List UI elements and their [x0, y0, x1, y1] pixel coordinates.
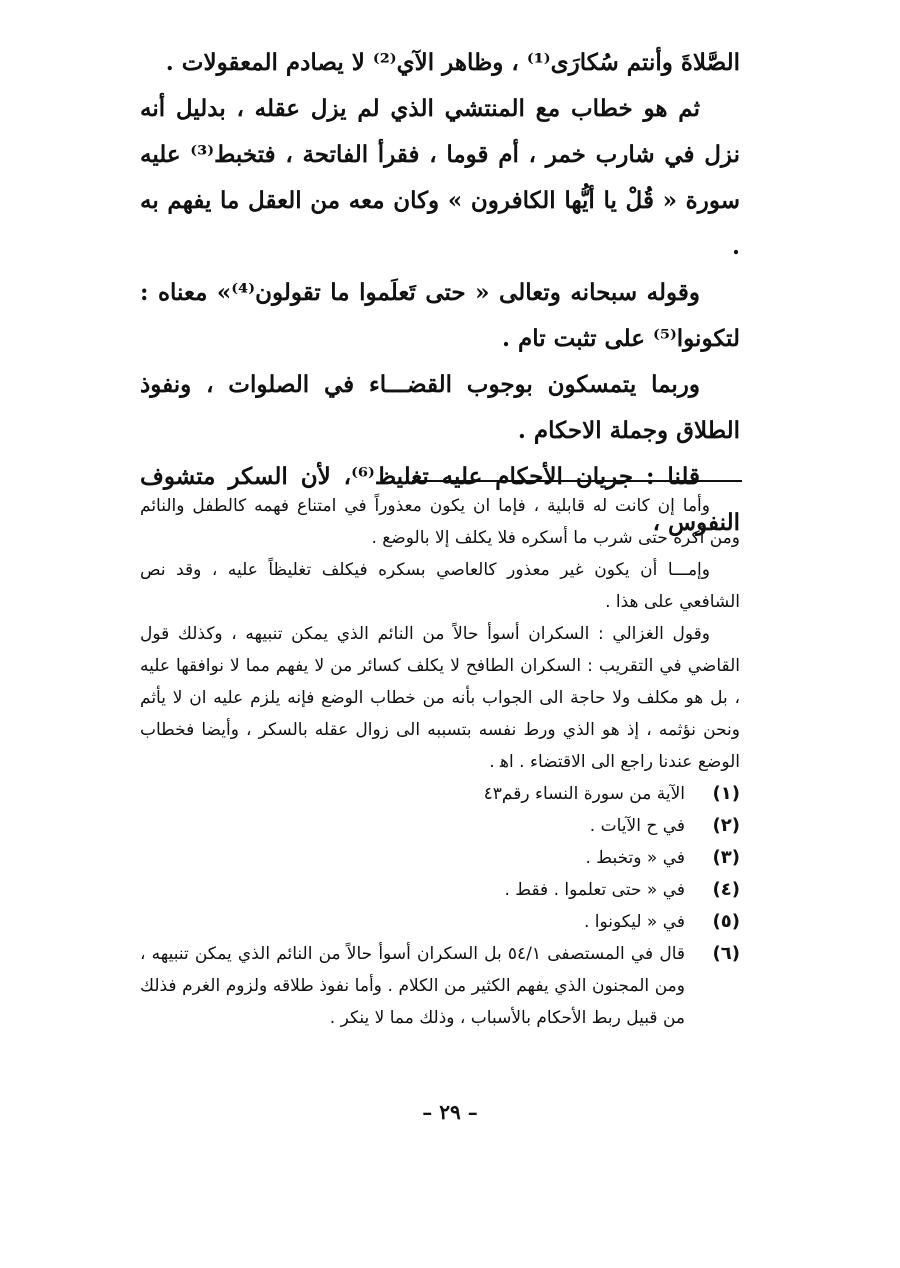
footnote-text: في « حتى تعلموا . فقط .: [504, 880, 685, 900]
footnote-number: (٦): [712, 943, 740, 964]
main-paragraph-5: قلنا : جريان الأحكام عليه تغليظ⁽⁶⁾، لأن السكر متشوف النفوس ،: [140, 463, 740, 536]
footnote-paragraph-2: وإمـــا أن يكون غير معذور كالعاصي بسكره فيكلف تغليظاً عليه ، وقد نص الشافعي على هذا .: [140, 560, 740, 612]
footnote-number: (٤): [712, 879, 740, 900]
footnote-item-1: [140, 778, 740, 810]
footnote-item-2: [140, 810, 740, 842]
footnote-divider: [412, 480, 742, 482]
footnote-number: (٣): [712, 847, 740, 868]
main-paragraph-3: وقوله سبحانه وتعالى « حتى تَعلَموا ما تقولون⁽⁴⁾» معناه : لتكونوا⁽⁵⁾ على تثبت تام .: [140, 279, 740, 352]
main-paragraph-4: وربما يتمسكون بوجوب القضـــاء في الصلوات ، ونفوذ الطلاق وجملة الاحكام .: [140, 371, 740, 444]
main-paragraph-1: الصَّلاةَ وأنتم سُكارَى⁽¹⁾ ، وظاهر الآي⁽²⁾ لا يصادم المعقولات .: [165, 49, 740, 76]
footnote-paragraph-3: وقول الغزالي : السكران أسوأ حالاً من النائم الذي يمكن تنبيهه ، وكذلك قول القاضي في التقريب : السكران الطافح لا يكلف كسائر من لا يفهم مما لا نوافقها عليه ، بل هو مكلف ولا حاجة الى الجواب بأنه من خطاب الوضع فإنه يلزم عليه ان لا يأثم ونحن نؤثمه ، إذ هو الذي ورط نفسه بتسببه الى زوال عقله بالسكر ، وأيضا فخطاب الوضع عندنا راجع الى الاقتضاء . اﻫ .: [140, 624, 740, 772]
footnote-number: (٥): [712, 911, 740, 932]
footnote-text: في ح الآيات .: [589, 816, 685, 836]
footnote-number: (٢): [712, 815, 740, 836]
footnote-number: (١): [712, 783, 740, 804]
main-paragraph-2: ثم هو خطاب مع المنتشي الذي لم يزل عقله ، بدليل أنه نزل في شارب خمر ، أم قوما ، فقرأ الفاتحة ، فتخبط⁽³⁾ عليه سورة « قُلْ يا أيُّها الكافرون » وكان معه من العقل ما يفهم به .: [140, 95, 741, 260]
footnote-paragraph-1: وأما إن كانت له قابلية ، فإما ان يكون معذوراً في امتناع فهمه كالطفل والنائم ومن أكره حتى شرب ما أسكره فلا يكلف إلا بالوضع .: [140, 496, 740, 548]
footnote-item-5: [140, 906, 740, 938]
footnote-text: في « ليكونوا .: [583, 912, 685, 932]
footnote-text: في « وتخبط .: [585, 848, 685, 868]
footnote-item-6: [140, 938, 740, 1034]
main-text-block: [140, 40, 740, 546]
page-number: – ٢٩ –: [422, 1100, 478, 1124]
footnote-text: الآية من سورة النساء رقم٤٣: [483, 784, 685, 804]
footnotes-block: [140, 490, 740, 1034]
footnote-text: قال في المستصفى ٥٤/١ بل السكران أسوأ حالاً من النائم الذي يمكن تنبيهه ، ومن المجنون الذي يفهم الكثير من الكلام . وأما نفوذ طلاقه ولزوم الغرم فذلك من قبيل ربط الأحكام بالأسباب ، وذلك مما لا ينكر .: [140, 944, 685, 1028]
footnote-item-4: [140, 874, 740, 906]
footnote-list: [140, 778, 740, 1034]
footnote-item-3: [140, 842, 740, 874]
